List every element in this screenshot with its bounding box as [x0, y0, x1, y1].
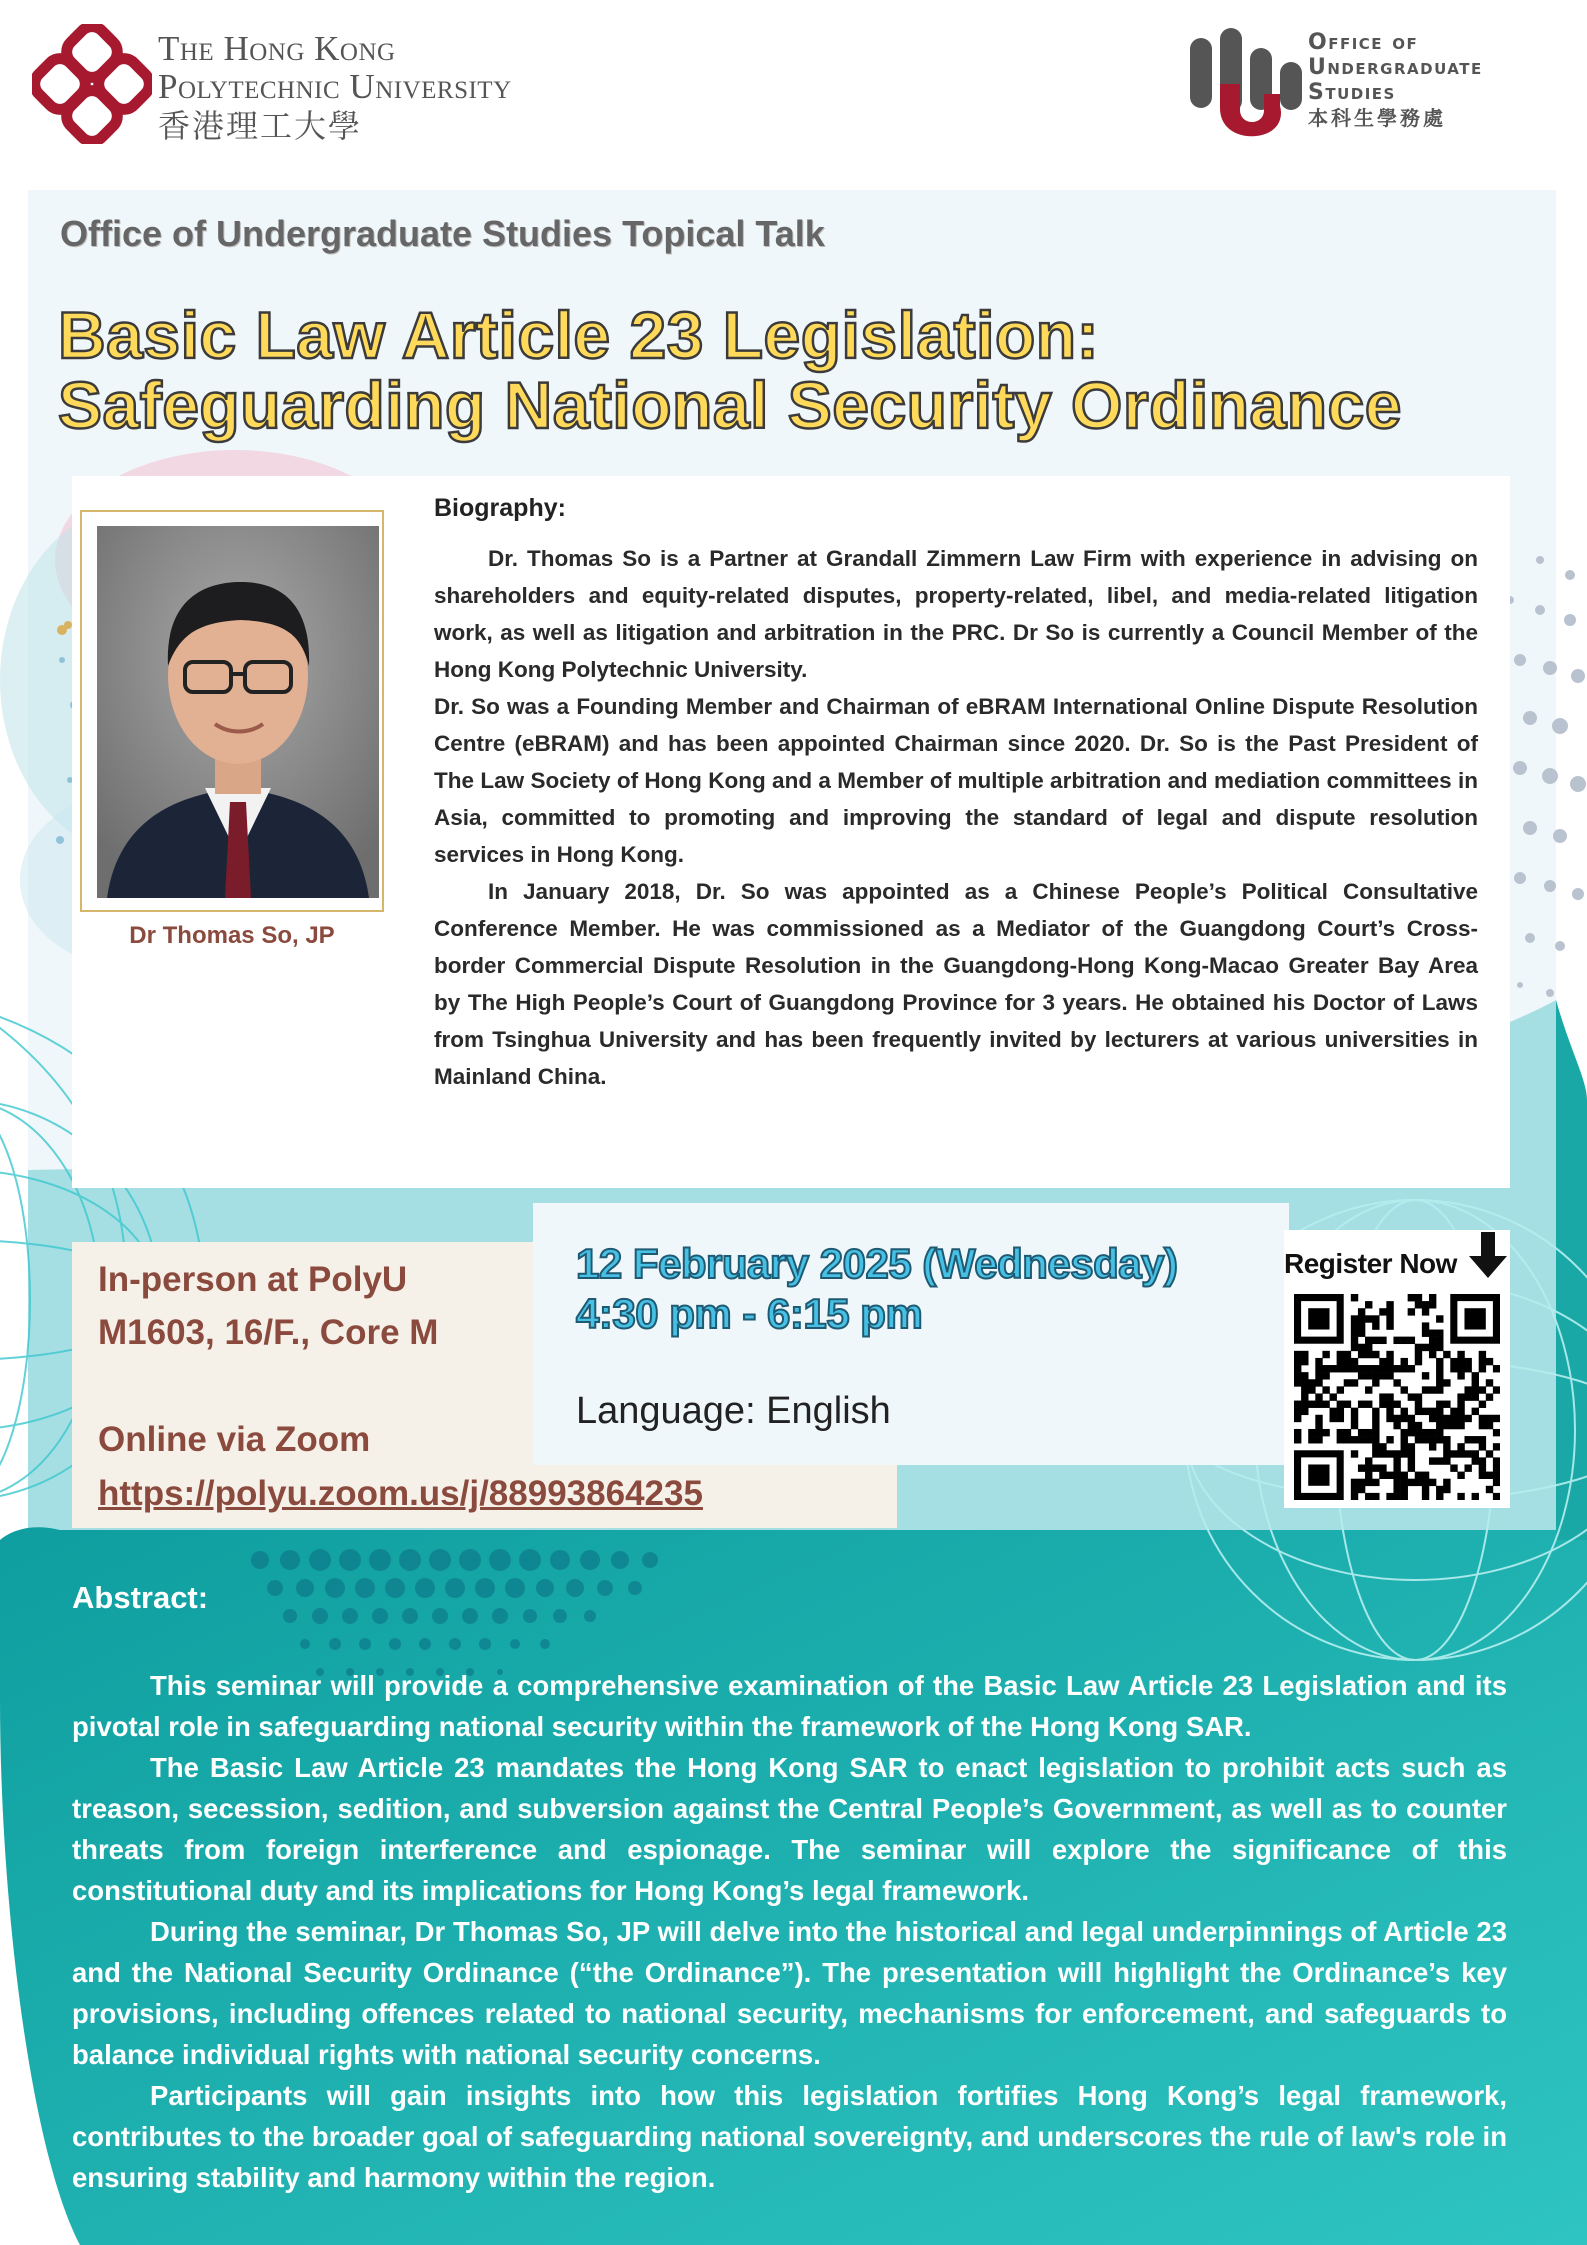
arrow-down-icon	[1468, 1232, 1508, 1278]
abstract-paragraph: The Basic Law Article 23 mandates the Hong Kong SAR to enact legislation to prohibit acts such as treason, secession, sedition, and subversion against the Central People’s Government, as well as to counter threats from foreign interference and espionage. The seminar will explore the significance of this constitutional duty and its implications for Hong Kong’s legal framework.	[72, 1752, 1507, 1906]
event-language: Language: English	[576, 1390, 891, 1432]
biography-paragraph: Dr. So was a Founding Member and Chairman of eBRAM International Online Dispute Resolution Centre (eBRAM) and has been appointed Chairman since 2020. Dr. So is the Past President of The Law Society of Hong Kong and a Member of multiple arbitration and mediation committees in Asia, committed to promoting and improving the standard of legal and dispute resolution services in Hong Kong.	[434, 694, 1478, 867]
biography-text	[434, 540, 1478, 1095]
series-title: Office of Undergraduate Studies Topical Talk	[60, 213, 825, 254]
office-name-zh: 本科生學務處	[1308, 106, 1446, 130]
abstract-paragraph: Participants will gain insights into how this legislation fortifies Hong Kong’s legal framework, contributes to the broader goal of safeguarding national sovereignty, and underscores the rule of law's role in ensuring stability and harmony within the region.	[72, 2080, 1507, 2193]
speaker-caption: Dr Thomas So, JP	[129, 922, 335, 949]
office-name-line2: Undergraduate	[1308, 55, 1483, 80]
speaker-photo	[97, 526, 379, 898]
biography-paragraph: In January 2018, Dr. So was appointed as a Chinese People’s Political Consultative Conference Member. He was commissioned as a Mediator of the Guangdong Court’s Cross-border Commercial Dispute Resolution in the Guangdong-Hong Kong-Macao Greater Bay Area by The High People’s Court of Guangdong Province for 3 years. He obtained his Doctor of Laws from Tsinghua University and has been frequently invited by lecturers at various universities in Mainland China.	[434, 879, 1478, 1089]
register-qr-code-icon[interactable]	[1294, 1294, 1500, 1500]
abstract-paragraph: This seminar will provide a comprehensive examination of the Basic Law Article 23 Legislation and its pivotal role in safeguarding national security within the framework of the Hong Kong SAR.	[72, 1670, 1507, 1742]
university-name-en-line1: The Hong Kong	[158, 29, 396, 68]
event-time: 4:30 pm - 6:15 pm	[576, 1290, 923, 1337]
abstract-heading: Abstract:	[72, 1580, 209, 1615]
venue-online: Online via Zoom	[98, 1420, 371, 1459]
abstract-paragraph: During the seminar, Dr Thomas So, JP will delve into the historical and legal underpinnings of Article 23 and the National Security Ordinance (“the Ordinance”). The presentation will highlight the Ordinance’s key provisions, including offences related to national security, mechanisms for enforcement, and safeguards to balance individual rights with national security concerns.	[72, 1916, 1507, 2070]
talk-title-line1: Basic Law Article 23 Legislation:	[58, 298, 1100, 372]
polyu-logo-icon	[32, 24, 152, 144]
office-name-line3: Studies	[1308, 80, 1396, 105]
venue-room: M1603, 16/F., Core M	[98, 1313, 439, 1352]
university-name-zh: 香港理工大學	[158, 108, 363, 144]
office-name	[1308, 30, 1483, 131]
abstract-text	[72, 1665, 1507, 2198]
university-name-en-line2: Polytechnic University	[158, 67, 512, 106]
zoom-link[interactable]: https://polyu.zoom.us/j/88993864235	[98, 1474, 703, 1513]
ous-logo-icon	[1184, 24, 1306, 142]
speaker-portrait-icon	[97, 526, 379, 898]
talk-title-line2: Safeguarding National Security Ordinance	[58, 368, 1402, 442]
register-label: Register Now	[1284, 1248, 1457, 1279]
biography-heading: Biography:	[434, 494, 566, 522]
venue-inperson: In-person at PolyU	[98, 1260, 408, 1299]
university-name	[158, 30, 512, 146]
office-name-line1: Office of	[1308, 30, 1419, 55]
event-date: 12 February 2025 (Wednesday)	[576, 1240, 1178, 1287]
biography-paragraph: Dr. Thomas So is a Partner at Grandall Zimmern Law Firm with experience in advising on shareholders and equity-related disputes, property-related, libel, and media-related litigation work, as well as litigation and arbitration in the PRC. Dr So is currently a Council Member of the Hong Kong Polytechnic University.	[434, 546, 1478, 682]
